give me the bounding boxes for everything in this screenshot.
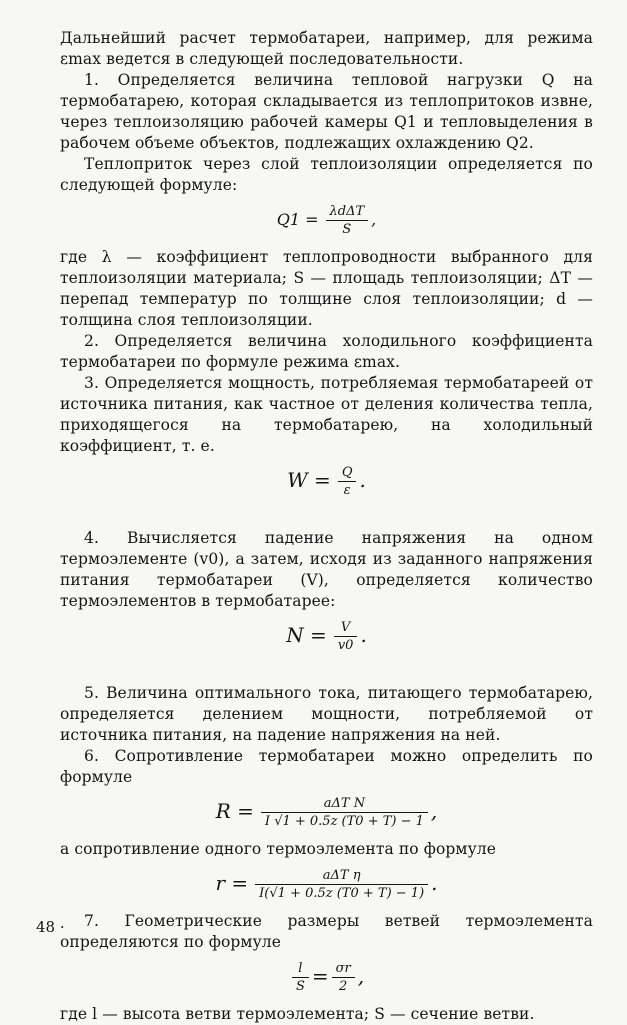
- formula-q1-fraction: [326, 204, 369, 237]
- paragraph-last: где l — высота ветви термоэлемента; S — сечение ветви.: [60, 1005, 535, 1023]
- formula-r1-lhs: r =: [215, 871, 249, 895]
- formula-r-single: [60, 868, 593, 901]
- formula-r-tail: ,: [430, 799, 438, 823]
- formula-ls-right-denominator: 2: [339, 979, 348, 994]
- formula-w-lhs: W =: [287, 468, 331, 492]
- formula-r1-denominator: I(√1 + 0.5z (T0 + T) − 1): [259, 886, 425, 901]
- formula-r-lhs: R =: [215, 799, 254, 823]
- spacer: [60, 663, 593, 683]
- paragraph-step-7: 7. Геометрические размеры ветвей термоэлемента определяются по формуле: [60, 912, 593, 951]
- formula-r: [60, 796, 593, 829]
- formula-n: [60, 620, 593, 653]
- formula-q1-tail: ,: [371, 210, 377, 229]
- formula-w-numerator: Q: [338, 465, 357, 482]
- formula-ls-right-numerator: σr: [332, 961, 355, 978]
- formula-q1: [60, 204, 593, 237]
- page-number: 48 ·: [36, 918, 65, 936]
- paragraph-step-3: 3. Определяется мощность, потребляемая термобатареей от источника питания, как частное от деления количества тепла, приходящегося на термобатарею, на холодильный коэффициент, т. е.: [60, 374, 593, 455]
- formula-ls-equals: =: [311, 964, 329, 988]
- formula-n-lhs: N =: [286, 623, 327, 647]
- paragraph-step-6: 6. Сопротивление термобатареи можно определить по формуле: [60, 747, 593, 786]
- formula-q1-lhs: Q1 =: [276, 210, 319, 229]
- formula-r-fraction: [261, 796, 428, 829]
- paragraph-step-4: 4. Вычисляется падение напряжения на одном термоэлементе (v0), а затем, исходя из заданного напряжения питания термобатареи (V), определяется количество термоэлементов в термобатарее:: [60, 529, 593, 610]
- paragraph-step-1: 1. Определяется величина тепловой нагрузки Q на термобатарею, которая складывается из теплопритоков извне, через теплоизоляцию рабочей камеры Q1 и тепловыделения в рабочем объеме объектов, подлежащих охлаждению Q2.: [60, 71, 593, 152]
- formula-w-fraction: [338, 465, 357, 498]
- formula-w-tail: .: [359, 468, 366, 492]
- formula-ls-numerator: l: [292, 961, 309, 978]
- spacer: [60, 508, 593, 528]
- formula-n-fraction: [334, 620, 358, 653]
- formula-n-numerator: V: [334, 620, 358, 637]
- formula-ls-denominator: S: [295, 979, 305, 994]
- paragraph-where-lambda: где λ — коэффициент теплопроводности выбранного для теплоизоляции материала; S — площадь теплоизоляции; ΔT — перепад температур по толщине слоя теплоизоляции; d — толщина слоя теплоизоляции.: [60, 248, 593, 329]
- paragraph-intro: Дальнейший расчет термобатареи, например, для режима εmax ведется в следующей последовательности.: [60, 29, 593, 68]
- paragraph-step-2: 2. Определяется величина холодильного коэффициента термобатареи по формуле режима εmax.: [60, 332, 593, 371]
- formula-ls-tail: ,: [357, 964, 365, 988]
- formula-w: [60, 465, 593, 498]
- formula-l-over-s: [60, 961, 593, 994]
- paragraph-heat-inflow: Теплоприток через слой теплоизоляции определяется по следующей формуле:: [60, 155, 593, 194]
- formula-r1-numerator: aΔT η: [255, 868, 428, 885]
- formula-q1-numerator: λdΔT: [326, 204, 369, 221]
- formula-r-numerator: aΔT N: [261, 796, 428, 813]
- formula-r1-fraction: [255, 868, 428, 901]
- formula-r1-tail: .: [431, 871, 438, 895]
- formula-n-denominator: v0: [337, 638, 354, 653]
- formula-ls-right-fraction: [332, 961, 355, 994]
- formula-r-denominator: I √1 + 0.5z (T0 + T) − 1: [264, 814, 424, 829]
- formula-q1-denominator: S: [342, 222, 352, 237]
- formula-w-denominator: ε: [343, 483, 351, 498]
- paragraph-step-5: 5. Величина оптимального тока, питающего термобатарею, определяется делением мощности, потребляемой от источника питания, на падение напряжения на ней.: [60, 684, 593, 744]
- paragraph-single-element: а сопротивление одного термоэлемента по формуле: [60, 840, 497, 858]
- formula-n-tail: .: [360, 623, 367, 647]
- formula-ls-left-fraction: [292, 961, 309, 994]
